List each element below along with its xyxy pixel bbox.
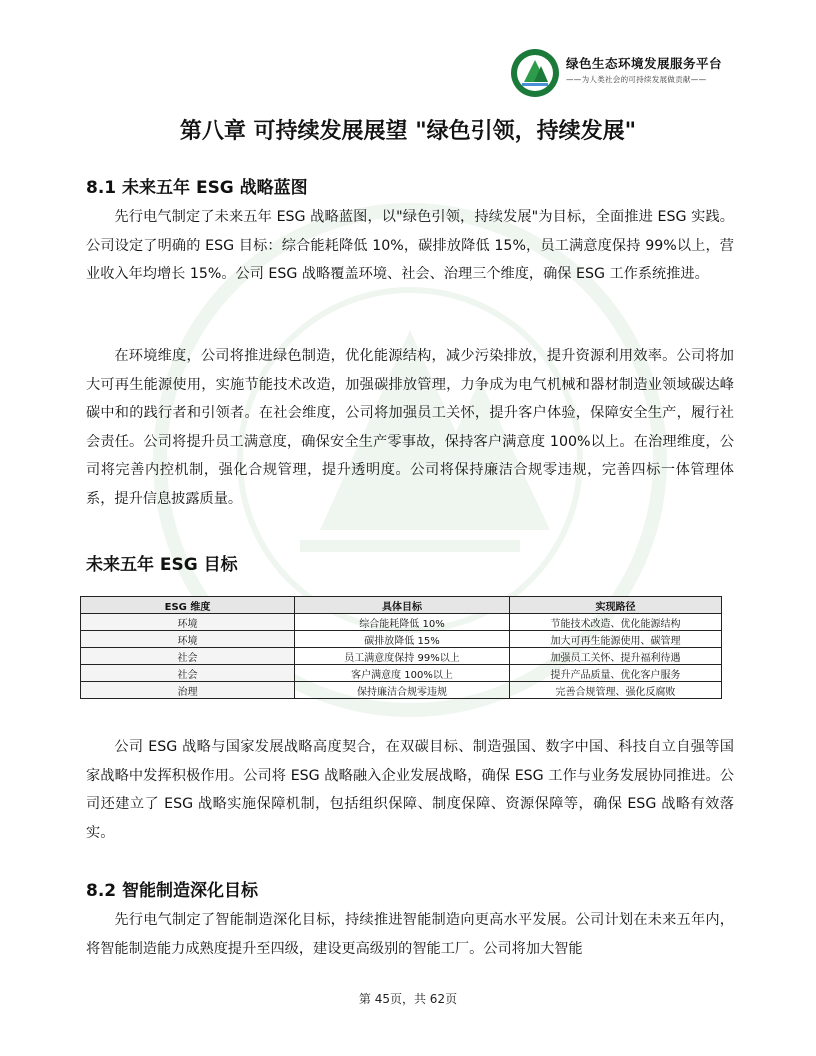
table-row xyxy=(81,665,722,682)
cell-path: 完善合规管理、强化反腐败 xyxy=(510,682,722,699)
cell-goal: 员工满意度保持 99%以上 xyxy=(295,648,510,665)
platform-slogan: ——为人类社会的可持续发展做贡献—— xyxy=(566,75,707,84)
strategy-alignment-paragraph: 公司 ESG 战略与国家发展战略高度契合，在双碳目标、制造强国、数字中国、科技自立自强等国家战略中发挥积极作用。公司将 ESG 战略融入企业发展战略，确保 ESG 工作与业务发展协同推进。公司还建立了 ESG 战略实施保障机制，包括组织保障、制度保障、资源保障等，确保 ESG 战略有效落实。 xyxy=(86,739,734,841)
cell-goal: 保持廉洁合规零违规 xyxy=(295,682,510,699)
cell-path: 加大可再生能源使用、碳管理 xyxy=(510,631,722,648)
cell-goal: 碳排放降低 15% xyxy=(295,631,510,648)
esg-goals-table xyxy=(80,596,722,699)
section-8-1-paragraph-1: 先行电气制定了未来五年 ESG 战略蓝图，以"绿色引领，持续发展"为目标，全面推进 ESG 实践。公司设定了明确的 ESG 目标：综合能耗降低 10%，碳排放降低 15%，员工满意度保持 99%以上，营业收入年均增长 15%。公司 ESG 战略覆盖环境、社会、治理三个维度，确保 ESG 工作系统推进。 xyxy=(86,209,734,283)
table-header-row xyxy=(81,597,722,614)
cell-goal: 综合能耗降低 10% xyxy=(295,614,510,631)
table-row xyxy=(81,682,722,699)
platform-logo-icon xyxy=(510,48,560,98)
chapter-title: 第八章 可持续发展展望 "绿色引领，持续发展" xyxy=(179,119,637,144)
cell-dimension: 治理 xyxy=(81,682,295,699)
page-number: 第 45页，共 62页 xyxy=(358,992,458,1006)
cell-dimension: 社会 xyxy=(81,648,295,665)
platform-name: 绿色生态环境发展服务平台 xyxy=(566,56,723,71)
cell-goal: 客户满意度 100%以上 xyxy=(295,665,510,682)
cell-dimension: 环境 xyxy=(81,631,295,648)
goals-title: 未来五年 ESG 目标 xyxy=(86,555,238,575)
cell-path: 加强员工关怀、提升福利待遇 xyxy=(510,648,722,665)
cell-dimension: 环境 xyxy=(81,614,295,631)
section-8-1-title: 8.1 未来五年 ESG 战略蓝图 xyxy=(86,178,308,198)
section-8-2-paragraph-1: 先行电气制定了智能制造深化目标，持续推进智能制造向更高水平发展。公司计划在未来五年内，将智能制造能力成熟度提升至四级，建设更高级别的智能工厂。公司将加大智能 xyxy=(86,912,734,957)
section-8-1-paragraph-2: 在环境维度，公司将推进绿色制造，优化能源结构，减少污染排放，提升资源利用效率。公司将加大可再生能源使用，实施节能技术改造，加强碳排放管理，力争成为电气机械和器材制造业领域碳达峰碳中和的践行者和引领者。在社会维度，公司将加强员工关怀，提升客户体验，保障安全生产，履行社会责任。公司将提升员工满意度，确保安全生产零事故，保持客户满意度 100%以上。在治理维度，公司将完善内控机制，强化合规管理，提升透明度。公司将保持廉洁合规零违规，完善四标一体管理体系，提升信息披露质量。 xyxy=(86,348,734,507)
section-8-2-title: 8.2 智能制造深化目标 xyxy=(86,881,259,901)
table-row xyxy=(81,614,722,631)
cell-path: 提升产品质量、优化客户服务 xyxy=(510,665,722,682)
table-row xyxy=(81,631,722,648)
cell-dimension: 社会 xyxy=(81,665,295,682)
table-row xyxy=(81,648,722,665)
header-dimension: ESG 维度 xyxy=(81,597,295,614)
header-path: 实现路径 xyxy=(510,597,722,614)
cell-path: 节能技术改造、优化能源结构 xyxy=(510,614,722,631)
header-goal: 具体目标 xyxy=(295,597,510,614)
